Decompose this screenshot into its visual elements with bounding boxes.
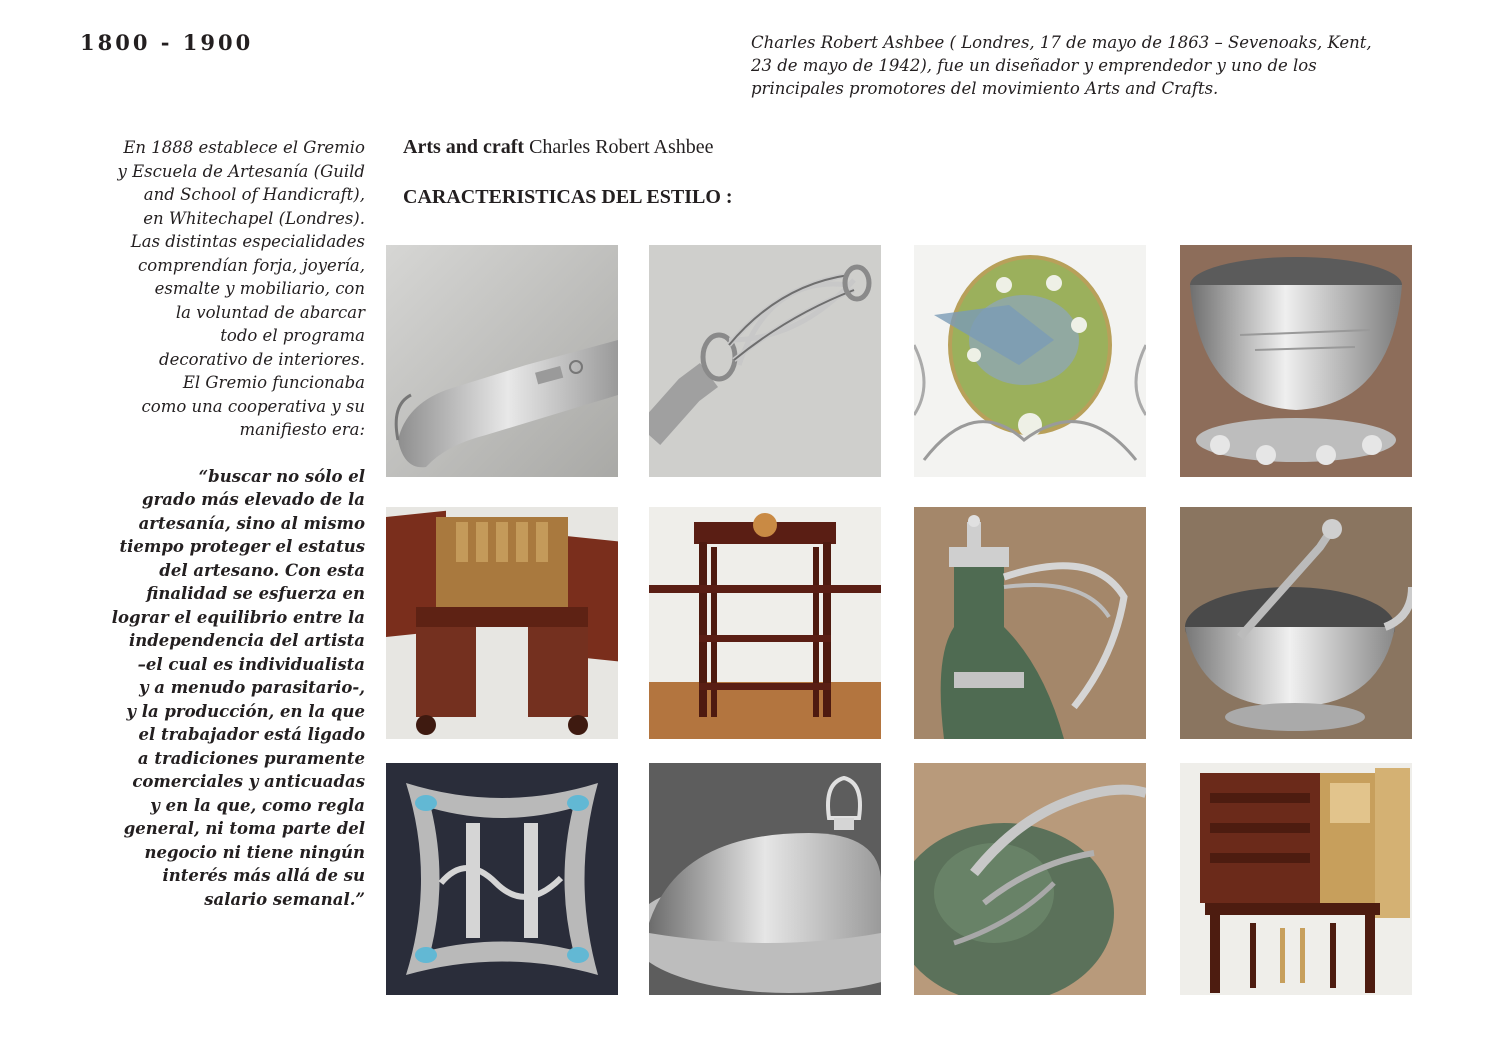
quote-line: y en la que, como regla bbox=[150, 795, 365, 815]
intro-line: El Gremio funcionaba bbox=[182, 373, 365, 392]
photo-silver-bowl bbox=[1180, 245, 1412, 477]
photo-decanter-detail bbox=[914, 763, 1146, 995]
biography-text: Charles Robert Ashbee ( Londres, 17 de mayo de 1863 – Sevenoaks, Kent, 23 de mayo de 1942), fue un diseñador y emprendedor y uno de los principales promotores del movimiento Arts and Crafts. bbox=[751, 33, 1372, 98]
intro-line: manifiesto era: bbox=[239, 420, 365, 439]
quote-line: “buscar no sólo el bbox=[198, 466, 365, 486]
intro-line: decorativo de interiores. bbox=[159, 349, 365, 369]
quote-line: finalidad se esfuerza en bbox=[146, 584, 365, 603]
photo-desk-cabinet bbox=[386, 507, 618, 739]
intro-line: En 1888 establece el Gremio bbox=[123, 138, 365, 157]
quote-line: lograr el equilibrio entre la bbox=[111, 607, 365, 627]
intro-line: la voluntad de abarcar bbox=[175, 302, 365, 322]
intro-line: todo el programa bbox=[220, 326, 365, 345]
quote-line: y la producción, en la que bbox=[126, 701, 365, 721]
quote-line: negocio ni tiene ningún bbox=[144, 842, 365, 862]
quote-line: grado más elevado de la bbox=[142, 490, 365, 509]
main-title bbox=[403, 136, 714, 159]
intro-line: Las distintas especialidades bbox=[130, 232, 365, 251]
quote-line: comerciales y anticuadas bbox=[132, 772, 365, 791]
quote-line: interés más allá de su bbox=[162, 866, 365, 885]
quote-line: –el cual es individualista bbox=[137, 654, 365, 674]
quote-line: a tradiciones puramente bbox=[137, 748, 365, 768]
sidebar-intro bbox=[80, 136, 365, 442]
intro-line: comprendían forja, joyería, bbox=[138, 255, 365, 275]
quote-line: independencia del artista bbox=[128, 631, 365, 650]
photo-spiral-handle bbox=[649, 245, 881, 477]
intro-line: y Escuela de Artesanía (Guild bbox=[117, 161, 365, 181]
photo-silver-dish-spoon bbox=[1180, 507, 1412, 739]
photo-writing-cabinet bbox=[1180, 763, 1412, 995]
sidebar-text bbox=[80, 136, 365, 911]
main-title-rest: Charles Robert Ashbee bbox=[524, 136, 714, 158]
era-heading: 1800 - 1900 bbox=[80, 30, 254, 55]
quote-line: del artesano. Con esta bbox=[159, 560, 365, 580]
photo-silver-buckle bbox=[386, 763, 618, 995]
quote-line: general, ni toma parte del bbox=[123, 819, 365, 838]
quote-line: salario semanal.” bbox=[204, 889, 365, 909]
photo-silver-knife bbox=[386, 245, 618, 477]
quote-line: el trabajador está ligado bbox=[138, 725, 365, 744]
quote-line: y a menudo parasitario-, bbox=[138, 678, 365, 697]
photo-glass-decanter bbox=[914, 507, 1146, 739]
quote-line: tiempo proteger el estatus bbox=[119, 537, 365, 556]
main-title-bold: Arts and craft bbox=[403, 136, 525, 158]
manifesto-quote bbox=[80, 465, 365, 912]
section-heading: CARACTERISTICAS DEL ESTILO : bbox=[403, 186, 733, 208]
quote-line: artesanía, sino al mismo bbox=[138, 513, 365, 533]
intro-line: and School of Handicraft), bbox=[143, 185, 365, 204]
intro-line: como una cooperativa y su bbox=[141, 396, 365, 416]
intro-line: esmalte y mobiliario, con bbox=[154, 279, 365, 298]
photo-shelf-stand bbox=[649, 507, 881, 739]
photo-covered-dish bbox=[649, 763, 881, 995]
photo-bird-pendant bbox=[914, 245, 1146, 477]
intro-line: en Whitechapel (Londres). bbox=[143, 208, 365, 228]
